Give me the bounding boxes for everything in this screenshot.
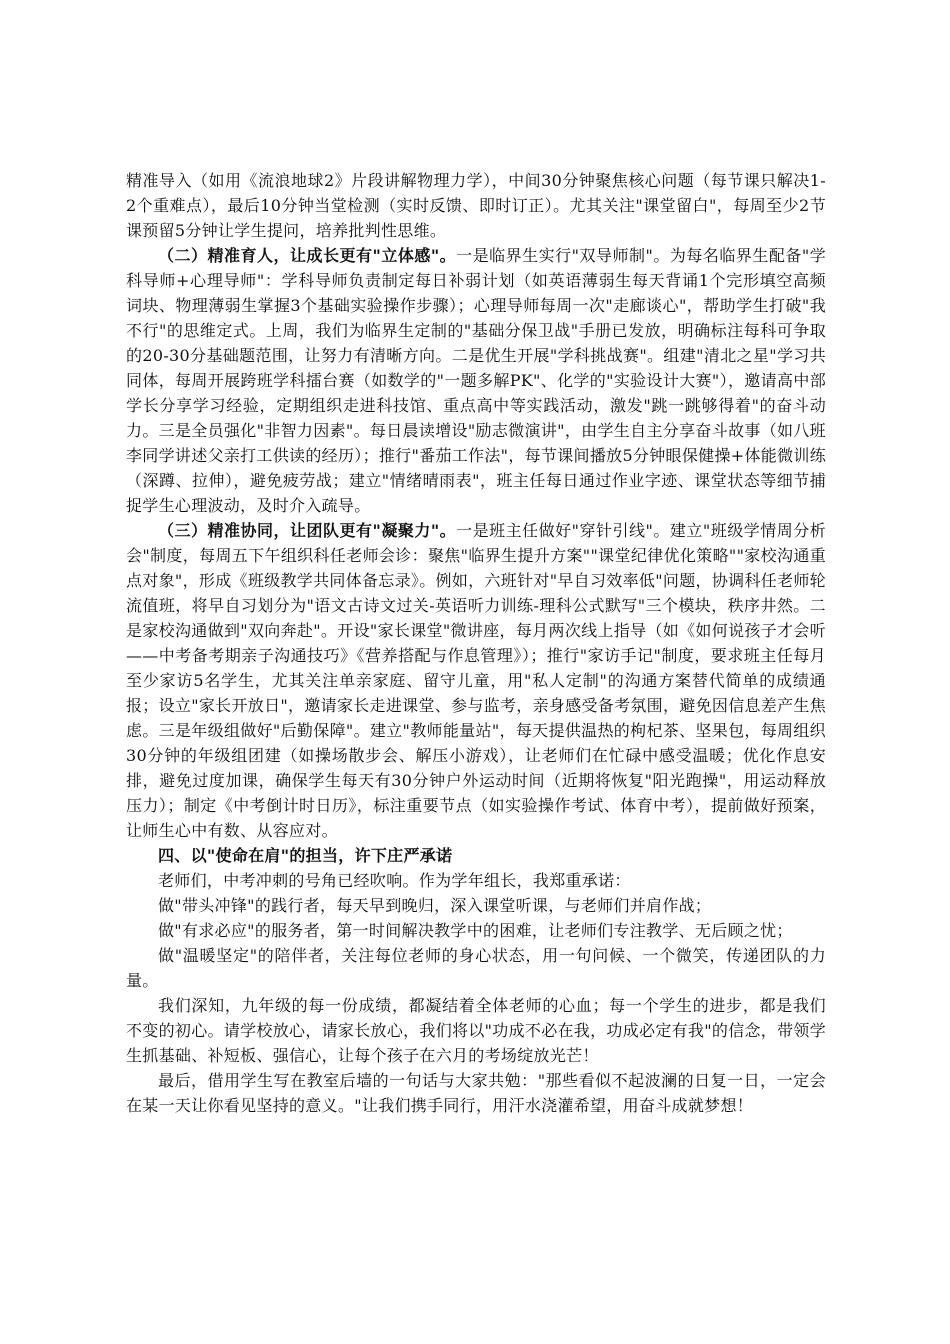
section-heading-2: （二）精准育人，让成长更有"立体感"。 — [158, 246, 457, 265]
chapter-heading-4: 四、以"使命在肩"的担当，许下庄严承诺 — [158, 846, 453, 865]
paragraph-precise-nurturing — [126, 243, 826, 518]
section-heading-3: （三）精准协同，让团队更有"凝聚力"。 — [158, 521, 457, 540]
paragraph-closing: 最后，借用学生写在教室后墙的一句话与大家共勉："那些看似不起波澜的日复一日，一定会在某一天让你看见坚持的意义。"让我们携手同行，用汗水浇灌希望，用奋斗成就梦想！ — [126, 1071, 826, 1115]
paragraph-precise-collaboration — [126, 518, 826, 843]
paragraph-teaching-continued: 精准导入（如用《流浪地球2》片段讲解物理力学），中间30分钟聚焦核心问题（每节课只解决1-2个重难点），最后10分钟当堂检测（实时反馈、即时订正）。尤其关注"课堂留白"，每周至少2节课预留5分钟让学生提问，培养批判性思维。 — [126, 171, 826, 240]
section-body-2: 一是临界生实行"双导师制"。为每名临界生配备"学科导师+心理导师"：学科导师负责制定每日补弱计划（如英语薄弱生每天背诵1个完形填空高频词块、物理薄弱生掌握3个基础实验操作步骤）；心理导师每周一次"走廊谈心"，帮助学生打破"我不行"的思维定式。上周，我们为临界生定制的"基础分保卫战"手册已发放，明确标注每科可争取的20-30分基础题范围，让努力有清晰方向。二是优生开展"学科挑战赛"。组建"清北之星"学习共同体，每周开展跨班学科擂台赛（如数学的"一题多解PK"、化学的"实验设计大赛"），邀请高中部学长分享学习经验，定期组织走进科技馆、重点高中等实践活动，激发"跳一跳够得着"的奋斗动力。三是全员强化"非智力因素"。每日晨读增设"励志微演讲"，由学生自主分享奋斗故事（如八班李同学讲述父亲打工供读的经历）；推行"番茄工作法"，每节课间播放5分钟眼保健操+体能微训练（深蹲、拉伸），避免疲劳战；建立"情绪晴雨表"，班主任每日通过作业字迹、课堂状态等细节捕捉学生心理波动，及时介入疏导。 — [126, 246, 827, 515]
section-body-3: 一是班主任做好"穿针引线"。建立"班级学情周分析会"制度，每周五下午组织科任老师会诊：聚焦"临界生提升方案""课堂纪律优化策略""家校沟通重点对象"，形成《班级教学共同体备忘录》。例如，六班针对"早自习效率低"问题，协调科任老师轮流值班，将早自习划分为"语文古诗文过关-英语听力训练-理科公式默写"三个模块，秩序井然。二是家校沟通做到"双向奔赴"。开设"家长课堂"微讲座，每月两次线上指导（如《如何说孩子才会听——中考备考期亲子沟通技巧》《营养搭配与作息管理》）；推行"家访手记"制度，要求班主任每月至少家访5名学生，尤其关注单亲家庭、留守儿童，用"私人定制"的沟通方案替代简单的成绩通报；设立"家长开放日"，邀请家长走进课堂、参与监考，亲身感受备考氛围，避免因信息差产生焦虑。三是年级组做好"后勤保障"。建立"教师能量站"，每天提供温热的枸杞茶、坚果包，每周组织30分钟的年级组团建（如操场散步会、解压小游戏），让老师们在忙碌中感受温暖；优化作息安排，避免过度加课，确保学生每天有30分钟户外运动时间（近期将恢复"阳光跑操"，用运动释放压力）；制定《中考倒计时日历》，标注重要节点（如实验操作考试、体育中考），提前做好预案，让师生心中有数、从容应对。 — [126, 521, 827, 840]
paragraph-commitment-1: 做"带头冲锋"的践行者，每天早到晚归，深入课堂听课，与老师们并肩作战； — [158, 896, 712, 915]
paragraph-commitment-3: 做"温暖坚定"的陪伴者，关注每位老师的身心状态，用一句问候、一个微笑，传递团队的力量。 — [126, 946, 826, 990]
document-body — [126, 168, 826, 1118]
paragraph-conviction: 我们深知，九年级的每一份成绩，都凝结着全体老师的心血；每一个学生的进步，都是我们不变的初心。请学校放心，请家长放心，我们将以"功成不必在我，功成必定有我"的信念，带领学生抓基础、补短板、强信心，让每个孩子在六月的考场绽放光芒！ — [126, 996, 826, 1065]
paragraph-commitment-2: 做"有求必应"的服务者，第一时间解决教学中的困难，让老师们专注教学、无后顾之忧； — [158, 921, 793, 940]
paragraph-commitment-intro: 老师们，中考冲刺的号角已经吹响。作为学年组长，我郑重承诺： — [158, 871, 631, 890]
